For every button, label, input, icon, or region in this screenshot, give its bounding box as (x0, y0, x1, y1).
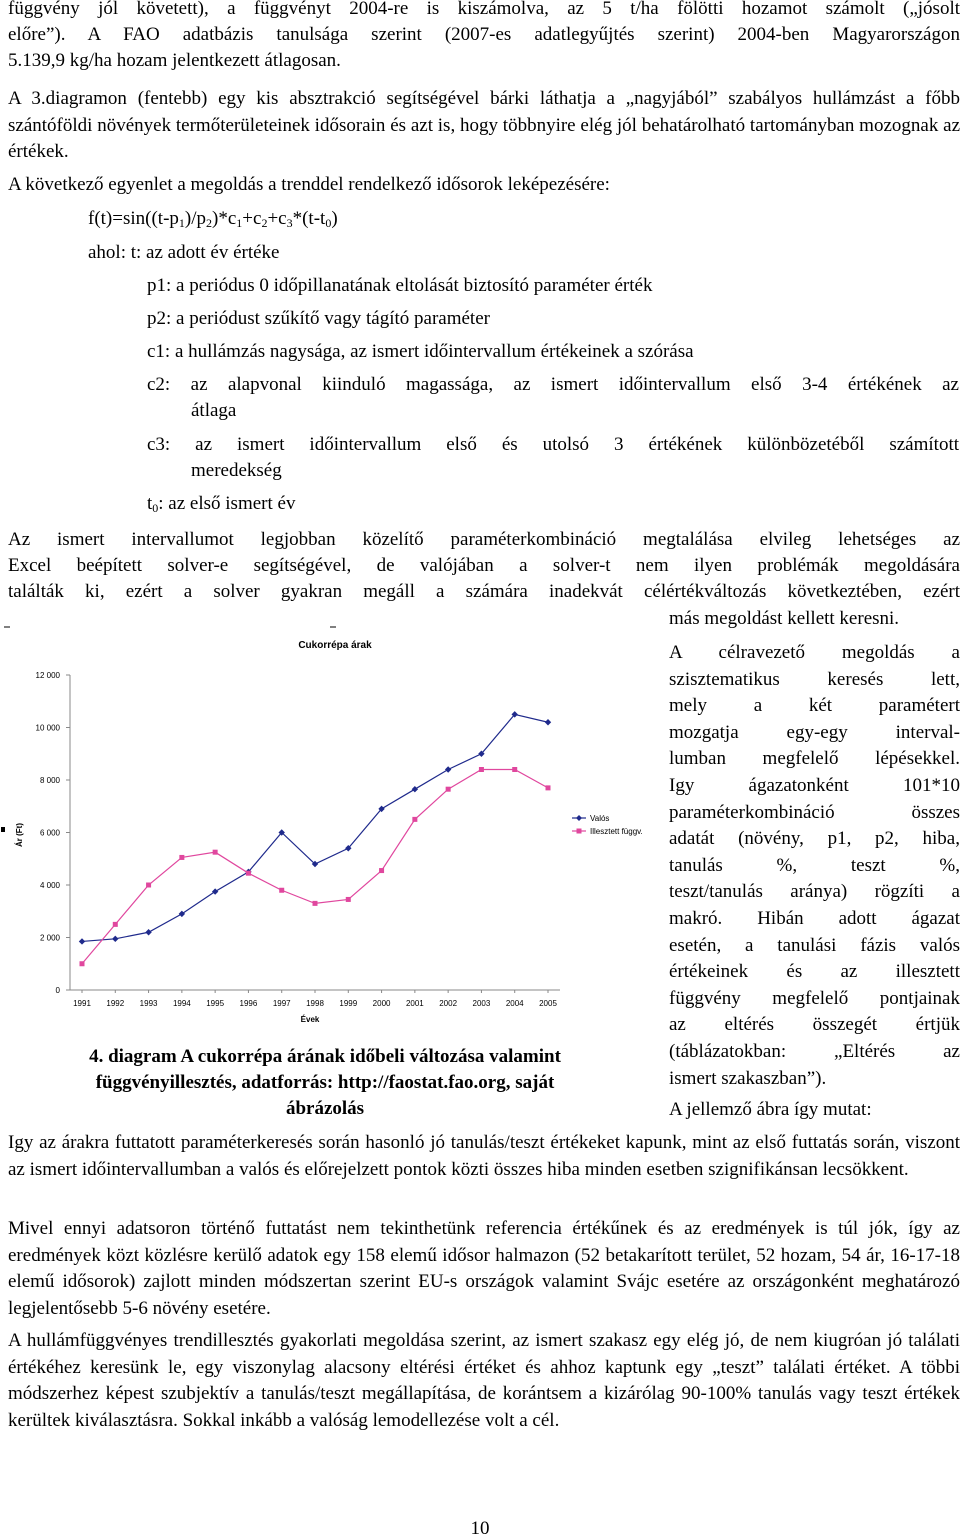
data-point (479, 767, 484, 772)
x-tick-label: 1994 (172, 999, 191, 1008)
data-point (379, 868, 384, 873)
side-column-line: lumban megfelelő lépésekkel. (669, 748, 960, 770)
y-axis-label: Ár (Ft) (15, 823, 24, 847)
data-point (145, 929, 151, 935)
side-column-line: Igy ágazatonként 101*10 (669, 775, 960, 796)
definition-p2: p2: a periódust szűkítő vagy tágító paraméter (147, 308, 490, 329)
figure-caption-line-2: függvényillesztés, adatforrás: http://faostat.fao.org, saját (95, 1072, 555, 1093)
legend-marker (577, 829, 582, 834)
x-tick-label: 2004 (505, 999, 524, 1008)
definition-p1: p1: a periódus 0 időpillanatának eltolását biztosító paraméter érték (147, 275, 653, 296)
y-tick-label: 4 000 (39, 881, 60, 890)
definition-c2-cont: átlaga (191, 400, 237, 421)
definition-c3: c3: az ismert időintervallum első és utolsó 3 értékének különbözetéből számított (147, 434, 959, 455)
y-tick-label: 0 (55, 986, 60, 995)
paragraph-4-line-2: Excel beépített solver-e segítségével, de valójában a solver-t nem ilyen problémák megoldására (8, 555, 960, 576)
x-tick-label: 1998 (306, 999, 324, 1008)
side-column-line: mely a két paramétert (669, 695, 960, 717)
y-tick-label: 6 000 (39, 828, 60, 838)
data-point (212, 888, 218, 894)
side-column-last: A jellemző ábra így mutat: (669, 1099, 872, 1120)
side-column-line: függvény megfelelő pontjainak (669, 987, 960, 1009)
paragraph-2: A 3.diagramon (fentebb) egy kis absztrakció segítségével bárki láthatja a „nagyjából” szabályos hullámzást a főbb szántóföldi növények termőterületeinek idősorain és azt is, hogy többnyire elég jól behatárolható tartományban mozognak az értékek. (8, 88, 960, 162)
sugar-beet-price-chart (0, 610, 655, 1040)
where-line: ahol: t: az adott év értéke (88, 242, 280, 263)
figure-caption-line-3: ábrázolás (285, 1098, 365, 1119)
x-tick-label: 1993 (139, 999, 158, 1008)
paragraph-7: A hullámfüggvényes trendillesztés gyakorlati megoldása szerint, az ismert szakasz egy elég jó, de nem kiugróan jó találati értékéhez keresünk le, egy viszonylag alacsony eltérési értéket és ahhoz kaptunk egy „teszt” találati értéket. A többi módszerhez képest szubjektív a tanulás/teszt megállapítása, de korántsem a kizárólag 90-100% tanulás vagy teszt értékek kerültek kiválasztásra. Sokkal inkább a valóság lemodellezése volt a cél. (8, 1330, 960, 1431)
side-column-line: ismert szakaszban”). (669, 1067, 827, 1089)
x-tick-label: 1992 (106, 999, 125, 1008)
side-column-line: makró. Hibán adott ágazat (669, 908, 960, 929)
data-point (112, 936, 118, 942)
data-point (80, 961, 85, 966)
side-column-line: A célravezető megoldás a (669, 642, 960, 663)
data-point (546, 785, 551, 790)
side-column-line: szisztematikus keresés lett, (669, 668, 960, 690)
side-column-line: (táblázatokban: „Eltérés az (669, 1041, 960, 1062)
definition-c1: c1: a hullámzás nagysága, az ismert időintervallum értékeinek a szórása (147, 341, 694, 362)
x-tick-label: 1995 (206, 999, 225, 1008)
data-point (346, 897, 351, 902)
paragraph-6: Mivel ennyi adatsoron történő futtatást nem tekinthetünk referencia értékűnek és az eredmények is túl jók, így az eredmények közt közlésre kerülő adatok egy 158 elemű idősor halmazon (52 betakarított terület, 52 hozam, 54 ár, 16-17-18 elemű idősorok) zajlott minden módszertan szerint EU-s országok valamint Svájc esetére az országonként meghatározó legjelentősebb 5-6 növény esetére. (8, 1218, 960, 1319)
data-point (412, 817, 417, 822)
legend-label: Valós (590, 814, 610, 823)
data-point (512, 767, 517, 772)
formula: $f(t)=\sin((t-p_1)/p_2)*c_1+c_2+c_3*(t-t_0)$ (88, 208, 338, 230)
data-point (179, 911, 185, 917)
x-axis-label: Évek (300, 1015, 320, 1024)
x-tick-label: 1996 (239, 999, 258, 1008)
data-point (412, 786, 418, 792)
data-point (545, 719, 551, 725)
paragraph-4-line-1: Az ismert intervallumot legjobban közelítő paraméterkombináció megtalálása elvileg lehetséges az (8, 529, 960, 550)
paragraph-1-line-2: előre”). A FAO adatbázis tanulsága szerint (2007-es adatlegyűjtés szerint) 2004-ben Magyarországon (8, 24, 960, 45)
side-column-line: paraméterkombináció összes (669, 801, 960, 823)
x-tick-label: 1991 (73, 999, 91, 1008)
definition-c2: c2: az alapvonal kiinduló magassága, az ismert időintervallum első 3-4 értékének az (147, 374, 959, 395)
definition-c3-cont: meredekség (191, 460, 282, 481)
x-tick-label: 1997 (272, 999, 291, 1008)
definition-t0: $t_0$: az első ismert év (147, 493, 296, 515)
data-point (246, 871, 251, 876)
paragraph-4-line-3: találták ki, ezért a solver gyakran megáll a számára inadekvát célértékváltozás következtében, ezért (8, 581, 960, 602)
y-tick-label: 8 000 (39, 776, 60, 785)
x-tick-label: 1999 (339, 999, 358, 1008)
y-tick-label: 12 000 (35, 671, 60, 680)
side-column-line: mozgatja egy-egy interval- (669, 721, 960, 743)
side-column-line: az eltérés összegét értjük (669, 1014, 960, 1036)
chart-title: Cukorrépa árak (298, 640, 372, 651)
paragraph-1-line-1: függvény jól követett), a függvényt 2004-re is kiszámolva, az 5 t/ha fölötti hozamot számolt („jósolt (8, 0, 960, 19)
x-tick-label: 2003 (472, 999, 491, 1008)
side-column-line: teszt/tanulás aránya) rögzíti a (669, 881, 960, 903)
data-point (279, 888, 284, 893)
side-column-line: adatát (növény, p1, p2, hiba, (669, 828, 960, 850)
data-point (446, 787, 451, 792)
x-tick-label: 2000 (372, 999, 391, 1008)
y-tick-label: 10 000 (35, 723, 60, 733)
side-column-line: esetén, a tanulási fázis valós (669, 934, 960, 956)
data-point (113, 922, 118, 927)
figure-caption-line-1: 4. diagram A cukorrépa árának időbeli változása valamint (89, 1046, 561, 1067)
x-tick-label: 2002 (439, 999, 458, 1008)
data-point (313, 901, 318, 906)
data-point (445, 766, 451, 772)
data-point (179, 855, 184, 860)
side-column-line: tanulás %, teszt %, (669, 854, 960, 876)
paragraph-5: Igy az árakra futtatott paraméterkeresés során hasonló jó tanulás/teszt értékeket kapunk, mint az első futtatás során, viszont az ismert időintervallumban a valós és előrejelzett pontok közti összes hiba minden esetben szignifikánsan lecsökkent. (8, 1132, 960, 1180)
paragraph-3: A következő egyenlet a megoldás a trenddel rendelkező idősorok leképezésére: (8, 174, 610, 195)
paragraph-1-line-3: 5.139,9 kg/ha hozam jelentkezett átlagosan. (8, 50, 341, 71)
frame-marker (1, 827, 5, 832)
data-point (79, 938, 85, 944)
x-tick-label: 2001 (405, 999, 424, 1008)
legend-label: Illesztett függv. (590, 827, 643, 836)
series-line-0 (82, 714, 548, 941)
y-tick-label: 2 000 (39, 933, 60, 943)
data-point (146, 883, 151, 888)
data-point (213, 850, 218, 855)
side-column-line: értékeinek és az illesztett (669, 961, 960, 983)
x-tick-label: 2005 (539, 999, 557, 1008)
paragraph-4-line-4: más megoldást kellett keresni. (669, 608, 900, 629)
page-number: 10 (470, 1518, 490, 1539)
